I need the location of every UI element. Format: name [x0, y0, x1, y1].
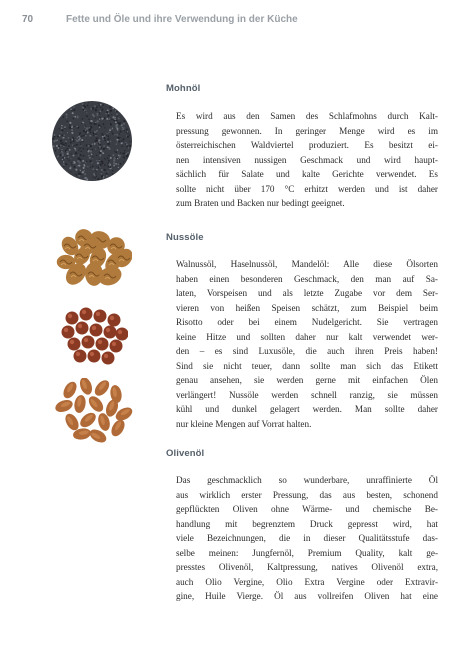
text-line: verlängert! Nussöle werden schnell ranzig, sie müssen: [176, 389, 438, 400]
text-line: auch Olio Vergine, Olio Extra Vergine oder Extravir-: [176, 576, 438, 587]
text-line: laten, Vorspeisen und als letzte Zugabe vor dem Ser-: [176, 288, 438, 298]
text-line: gepflückten Oliven ohne Wärme- und chemische Be-: [176, 504, 438, 514]
walnuts-icon: [56, 228, 132, 288]
poppy-seeds-icon: [50, 99, 134, 183]
text-line: aus wirklich erster Pressung, das aus besten, schonend: [176, 489, 438, 500]
text-line: Walnussöl, Haselnussöl, Mandelöl: Alle diese Ölsorten: [176, 259, 438, 269]
section-heading-mohnoel: Mohnöl: [166, 83, 201, 94]
text-line: handlung mit begrenztem Druck gepresst wird, hat: [176, 518, 438, 529]
text-line: sollte nicht über 170 °C erhitzt werden und ist daher: [176, 183, 438, 194]
text-line: presstes Olivenöl, Kaltpressung, natives Olivenöl extra,: [176, 562, 438, 572]
section-text-mohnoel: [176, 109, 438, 211]
section-text-olivenoel: [176, 473, 438, 604]
section-heading-olivenoel: Olivenöl: [166, 448, 205, 459]
text-line: nen intensiven nussigen Geschmack und wird haupt-: [176, 154, 438, 165]
text-line: gine, Huile Vierge. Öl aus vollreifen Oliven hat eine: [176, 591, 438, 601]
section-text-nussoele: [176, 257, 438, 431]
text-line: selbe meinen: Jungfernöl, Premium Quality, kalt ge-: [176, 547, 438, 558]
running-title: Fette und Öle und ihre Verwendung in der Küche: [66, 14, 298, 25]
text-line: österreichischen Waldviertel produziert. Es besitzt ei-: [176, 140, 438, 150]
text-line: pressung gewonnen. In geringer Menge wird es im: [176, 125, 438, 136]
text-line: viele Bezeichnungen, die in dieser Qualitätsstufe das-: [176, 533, 438, 543]
section-heading-nussoele: Nussöle: [166, 232, 204, 243]
hazelnuts-icon: [60, 306, 128, 366]
text-line: Es wird aus den Samen des Schlafmohns durch Kalt-: [176, 111, 438, 121]
text-line: haben einen besonderen Geschmack, den man auf Sa-: [176, 273, 438, 284]
text-line: Sind sie nicht teuer, dann sollte man sich das Etikett: [176, 360, 438, 371]
text-line: Risotto oder bei einem Nudelgericht. Sie vertragen: [176, 317, 438, 327]
page-number: 70: [22, 14, 34, 25]
text-line: Das geschmacklich so wunderbare, unraffinierte Öl: [176, 475, 438, 485]
text-line: zum Braten und Backen nur bedingt geeignet.: [176, 198, 345, 208]
text-line: kühl und dunkel gelagert werden. Man sollte daher: [176, 404, 438, 414]
text-line: keine Hitze und sollten daher nur kalt verwendet wer-: [176, 331, 438, 342]
text-line: genau ansehen, sie werden gerne mit einfachen Ölen: [176, 375, 438, 385]
text-line: sächlich für Salate und kalte Gerichte verwendet. Es: [176, 169, 438, 179]
almonds-icon: [54, 378, 134, 444]
text-line: den – es sind Luxusöle, die auch ihren Preis haben!: [176, 346, 438, 356]
running-header: [22, 14, 442, 30]
text-line: nur kleine Mengen auf Vorrat halten.: [176, 418, 312, 429]
text-line: vieren von heißen Speisen schätzt, zum Beispiel beim: [176, 302, 438, 313]
